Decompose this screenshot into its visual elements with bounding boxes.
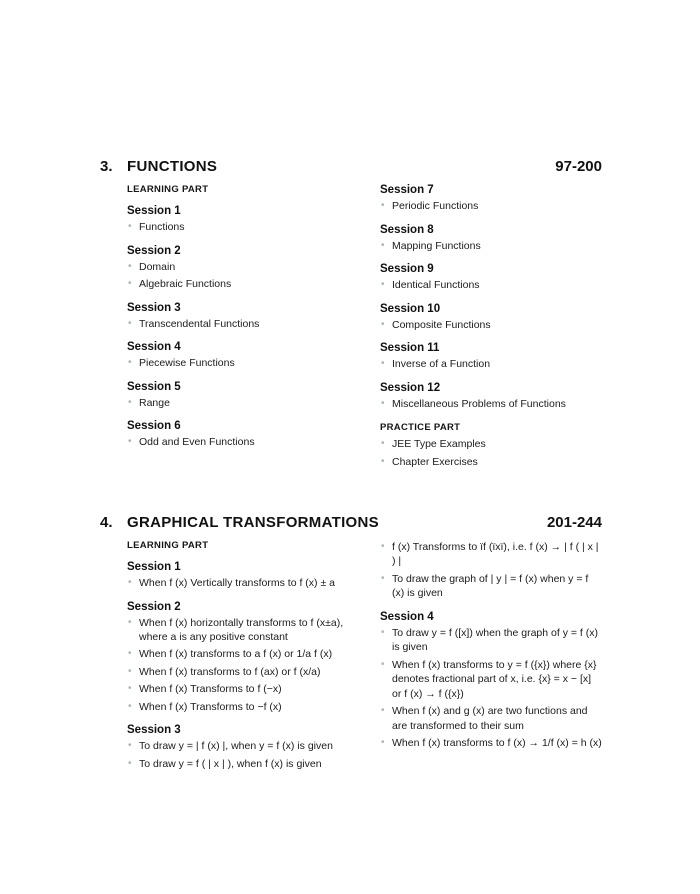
toc-item bbox=[127, 260, 358, 275]
bullet-icon: • bbox=[128, 577, 132, 588]
chapters bbox=[100, 158, 602, 774]
toc-item bbox=[380, 239, 602, 254]
toc-item-text: Composite Functions bbox=[392, 318, 491, 331]
toc-item bbox=[380, 658, 602, 701]
toc-item-text: To draw the graph of | y | = f (x) when y = f (x) is given bbox=[392, 572, 589, 600]
bullet-icon: • bbox=[381, 200, 385, 211]
bullet-icon: • bbox=[381, 239, 385, 251]
toc-item bbox=[380, 704, 602, 733]
bullet-icon: • bbox=[381, 455, 385, 467]
toc-item bbox=[127, 317, 358, 332]
chapter-columns bbox=[100, 184, 602, 472]
toc-item bbox=[380, 736, 602, 751]
bullet-icon: • bbox=[128, 221, 132, 232]
chapter-number: 4. bbox=[100, 514, 113, 531]
part-label: PRACTICE PART bbox=[380, 422, 461, 433]
toc-item bbox=[127, 356, 358, 371]
toc-item-text: When f (x) and g (x) are two functions and are transformed to their sum bbox=[392, 705, 588, 732]
toc-item bbox=[380, 626, 602, 655]
chapter-pages: 97-200 bbox=[555, 158, 602, 175]
toc-item-text: Range bbox=[139, 396, 170, 409]
bullet-icon: • bbox=[381, 572, 385, 584]
session-title: Session 3 bbox=[127, 301, 181, 314]
toc-item-text: To draw y = f ([x]) when the graph of y = f (x) is given bbox=[392, 626, 599, 654]
toc-item-text: Inverse of a Function bbox=[392, 358, 491, 370]
part-label: LEARNING PART bbox=[127, 184, 209, 195]
chapter-number: 3. bbox=[100, 158, 113, 175]
toc-item-text: To draw y = f ( | x | ), when f (x) is given bbox=[139, 757, 322, 770]
chapter-title: FUNCTIONS bbox=[127, 158, 218, 175]
bullet-icon: • bbox=[381, 438, 385, 449]
toc-item-text: Mapping Functions bbox=[392, 239, 481, 252]
toc-item-text: When f (x) transforms to f (ax) or f (x/a) bbox=[139, 665, 321, 678]
chapter-pages: 201-244 bbox=[546, 514, 602, 531]
toc-item-text: When f (x) Transforms to −f (x) bbox=[139, 700, 282, 713]
column bbox=[127, 184, 380, 472]
toc-item-text: JEE Type Examples bbox=[392, 438, 486, 450]
bullet-icon: • bbox=[381, 737, 385, 749]
toc-item bbox=[127, 396, 358, 411]
toc-item bbox=[380, 437, 602, 452]
session-title: Session 4 bbox=[380, 610, 434, 623]
bullet-icon: • bbox=[128, 357, 132, 368]
toc-item-text: When f (x) transforms to y = f ({x}) where {x} denotes fractional part of x, i.e. {x} = x − [x] or f (x) → f ({x}) bbox=[392, 658, 597, 700]
toc-item bbox=[127, 435, 358, 450]
bullet-icon: • bbox=[381, 705, 385, 717]
toc-item-text: Odd and Even Functions bbox=[139, 436, 255, 448]
session-title: Session 3 bbox=[127, 724, 181, 737]
column bbox=[380, 184, 602, 472]
session-title: Session 4 bbox=[127, 341, 181, 353]
toc-item bbox=[380, 199, 602, 214]
bullet-icon: • bbox=[128, 740, 132, 752]
session-title: Session 7 bbox=[380, 184, 434, 196]
toc-item-text: When f (x) Vertically transforms to f (x) ± a bbox=[139, 577, 335, 589]
toc-item bbox=[380, 278, 602, 293]
toc-item bbox=[127, 616, 358, 645]
bullet-icon: • bbox=[381, 397, 385, 409]
session-title: Session 1 bbox=[127, 561, 181, 573]
bullet-icon: • bbox=[128, 317, 132, 329]
bullet-icon: • bbox=[128, 683, 132, 695]
bullet-icon: • bbox=[128, 260, 132, 272]
toc-item-text: Miscellaneous Problems of Functions bbox=[392, 397, 566, 410]
toc-item-text: Functions bbox=[139, 221, 185, 233]
session-title: Session 10 bbox=[380, 302, 441, 315]
toc-item bbox=[380, 455, 602, 470]
toc-item bbox=[127, 739, 358, 754]
toc-item-text: f (x) Transforms to ïf (ïxï), i.e. f (x) → | f ( | x | ) | bbox=[392, 541, 599, 568]
bullet-icon: • bbox=[381, 279, 385, 290]
toc-item bbox=[127, 682, 358, 697]
session-title: Session 5 bbox=[127, 380, 181, 393]
session-title: Session 1 bbox=[127, 205, 181, 217]
bullet-icon: • bbox=[128, 700, 132, 712]
toc-item-text: When f (x) Transforms to f (−x) bbox=[139, 683, 282, 696]
toc-item bbox=[127, 665, 358, 680]
toc-item bbox=[380, 540, 602, 569]
toc-item-text: Identical Functions bbox=[392, 279, 480, 291]
toc-item bbox=[127, 277, 358, 292]
chapter bbox=[100, 514, 602, 774]
toc-item-text: When f (x) transforms to a f (x) or 1/a f (x) bbox=[139, 648, 333, 661]
session-title: Session 11 bbox=[380, 342, 440, 354]
bullet-icon: • bbox=[128, 278, 132, 289]
session-title: Session 2 bbox=[127, 600, 181, 613]
toc-item-text: Algebraic Functions bbox=[139, 278, 232, 290]
toc-item bbox=[127, 220, 358, 235]
bullet-icon: • bbox=[128, 436, 132, 447]
toc-item-text: To draw y = | f (x) |, when y = f (x) is given bbox=[139, 740, 333, 753]
part-label: LEARNING PART bbox=[127, 540, 209, 551]
toc-item bbox=[380, 357, 602, 372]
chapter-header bbox=[100, 514, 602, 531]
toc-item-text: Chapter Exercises bbox=[392, 455, 478, 468]
bullet-icon: • bbox=[381, 318, 385, 330]
toc-item-text: Domain bbox=[139, 260, 176, 273]
session-title: Session 9 bbox=[380, 263, 434, 275]
session-title: Session 12 bbox=[380, 381, 441, 394]
toc-item bbox=[380, 318, 602, 333]
chapter-columns bbox=[100, 540, 602, 774]
bullet-icon: • bbox=[128, 616, 132, 628]
bullet-icon: • bbox=[128, 396, 132, 408]
toc-item bbox=[127, 647, 358, 662]
toc-item bbox=[127, 757, 358, 772]
session-title: Session 2 bbox=[127, 244, 181, 257]
bullet-icon: • bbox=[381, 358, 385, 369]
column bbox=[380, 540, 602, 774]
bullet-icon: • bbox=[381, 541, 385, 552]
bullet-icon: • bbox=[381, 626, 385, 638]
chapter bbox=[100, 158, 602, 472]
chapter-title: GRAPHICAL TRANSFORMATIONS bbox=[127, 514, 379, 531]
toc-item-text: Transcendental Functions bbox=[139, 317, 260, 330]
toc-item bbox=[127, 700, 358, 715]
toc-item-text: Periodic Functions bbox=[392, 200, 479, 212]
bullet-icon: • bbox=[128, 665, 132, 677]
bullet-icon: • bbox=[128, 648, 132, 660]
bullet-icon: • bbox=[381, 658, 385, 670]
session-title: Session 8 bbox=[380, 223, 434, 236]
toc-item bbox=[380, 397, 602, 412]
toc-item-text: When f (x) transforms to f (x) → 1/f (x) = h (x) bbox=[392, 737, 602, 750]
toc-item-text: Piecewise Functions bbox=[139, 357, 235, 369]
chapter-header bbox=[100, 158, 602, 175]
toc-item bbox=[127, 576, 358, 591]
column bbox=[127, 540, 380, 774]
bullet-icon: • bbox=[128, 757, 132, 769]
session-title: Session 6 bbox=[127, 420, 181, 432]
toc-item-text: When f (x) horizontally transforms to f (x±a), where a is any positive constant bbox=[139, 616, 344, 643]
toc-item bbox=[380, 572, 602, 601]
